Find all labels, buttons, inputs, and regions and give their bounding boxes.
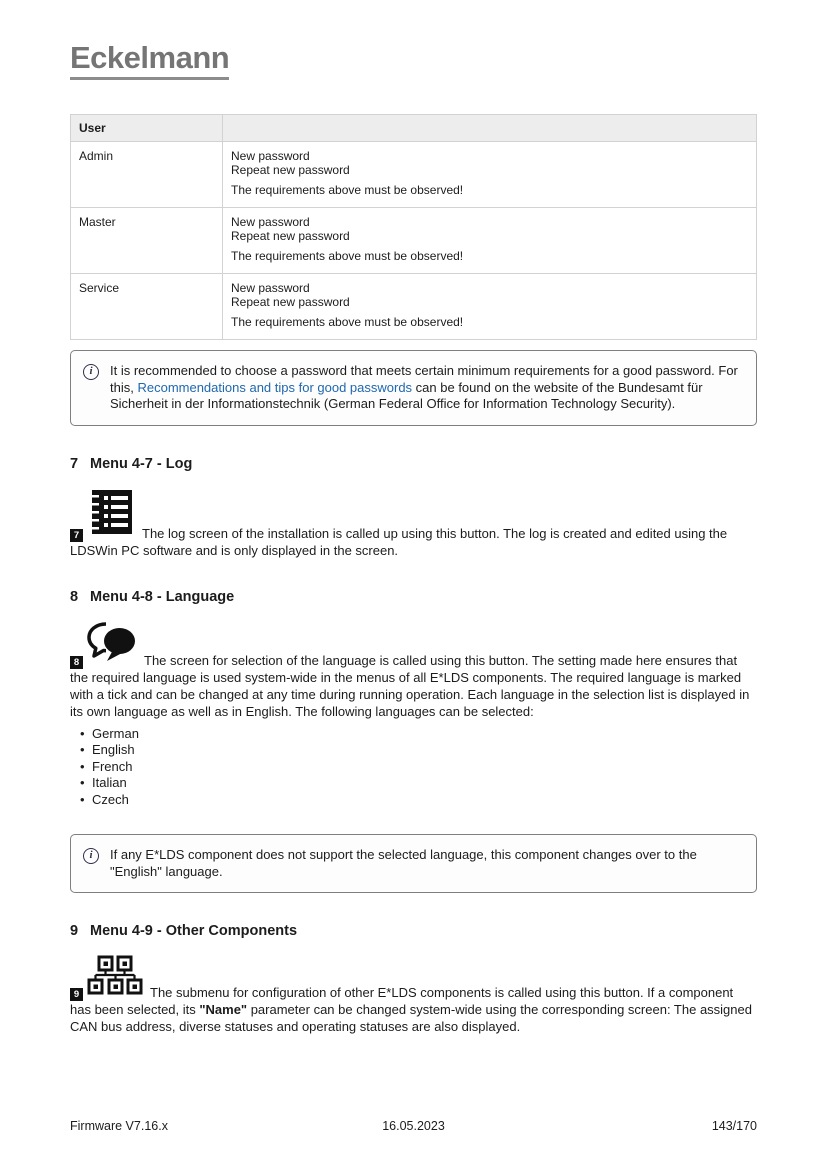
language-info-text: If any E*LDS component does not support the selected language, this component changes over to the "English" language.: [110, 847, 697, 879]
language-info-box: [70, 834, 757, 893]
components-text-before: The submenu for configuration of other E*LDS components is called using this button. If a component has been selected, its: [70, 985, 734, 1017]
components-section-body: [70, 955, 757, 1035]
language-option: Czech: [92, 791, 129, 807]
user-name-cell: Service: [71, 274, 223, 340]
log-notebook-icon: [70, 488, 136, 542]
password-info-text: [110, 363, 744, 413]
repeat-password-label: Repeat new password: [231, 229, 350, 243]
footer-firmware-version: Firmware V7.16.x: [70, 1119, 168, 1133]
list-item: [80, 742, 757, 759]
info-icon: i: [83, 848, 99, 864]
section-heading-log: [70, 456, 757, 472]
password-fields-cell: [223, 274, 757, 340]
section-heading-language: [70, 589, 757, 605]
bullet: •: [80, 758, 85, 774]
user-name-cell: Master: [71, 208, 223, 274]
log-section-text: The log screen of the installation is called up using this button. The log is created and edited using the LDSWin PC software and is only displayed in the screen.: [70, 525, 728, 558]
bullet: •: [80, 775, 85, 790]
language-option: German: [92, 725, 139, 741]
info-text-after: can be found on the website of the Bundesamt für Sicherheit in der Informationstechnik (German Federal Office for Information Technology Security).: [110, 379, 703, 411]
bullet: •: [80, 791, 85, 807]
section-number: 9: [70, 923, 79, 939]
language-option: Italian: [92, 775, 127, 790]
repeat-password-label: Repeat new password: [231, 295, 350, 309]
language-list: [80, 726, 757, 809]
language-section-body: [70, 621, 757, 809]
table-row: [71, 274, 757, 340]
new-password-label: New password: [231, 281, 310, 295]
components-network-icon: [70, 955, 144, 1001]
table-header-user: User: [71, 115, 223, 142]
table-row: [71, 142, 757, 208]
speech-bubbles-icon: [70, 621, 138, 669]
new-password-label: New password: [231, 149, 310, 163]
footer-page-number: 143/170: [711, 1119, 757, 1133]
requirements-note: The requirements above must be observed!: [231, 249, 464, 263]
section-number: 8: [70, 588, 79, 605]
language-option: French: [92, 758, 133, 774]
info-text-before: It is recommended to choose a password that meets certain minimum requirements for a good password. For this,: [110, 363, 738, 395]
new-password-label: New password: [231, 215, 310, 229]
list-item: [80, 759, 757, 776]
page-footer: [70, 1119, 757, 1133]
requirements-note: The requirements above must be observed!: [231, 315, 464, 329]
section-number: 7: [70, 455, 79, 472]
name-parameter-bold: "Name": [199, 1002, 248, 1017]
language-section-text: The screen for selection of the language is called using this button. The setting made here ensures that the required language is used system-wide in the menus of all E*LDS components. The required language is marked with a tick and can be changed at any time during running operation. Each language in the selection list is displayed in its own language as well as in English. The following languages can be selected:: [70, 652, 750, 719]
menu-number-badge: 9: [70, 988, 83, 1001]
footer-date: 16.05.2023: [382, 1119, 445, 1133]
section-title: Menu 4-8 - Language: [90, 588, 235, 605]
user-password-table: [70, 114, 757, 340]
password-fields-cell: [223, 142, 757, 208]
menu-number-badge: 8: [70, 656, 83, 669]
log-section-body: [70, 488, 757, 559]
user-name-cell: Admin: [71, 142, 223, 208]
section-heading-components: [70, 923, 757, 939]
list-item: [80, 775, 757, 792]
password-tips-link[interactable]: Recommendations and tips for good passwords: [137, 379, 413, 395]
eckelmann-logo: Eckelmann: [70, 40, 229, 80]
requirements-note: The requirements above must be observed!: [231, 183, 464, 197]
password-fields-cell: [223, 208, 757, 274]
components-section-text: [70, 985, 752, 1034]
components-text-after: parameter can be changed system-wide using the corresponding screen: The assigned CAN bus address, diverse statuses and operating statuses are also displayed.: [70, 1002, 752, 1034]
section-title: Menu 4-9 - Other Components: [90, 923, 298, 939]
bullet: •: [80, 742, 85, 757]
list-item: [80, 726, 757, 743]
repeat-password-label: Repeat new password: [231, 163, 350, 177]
bullet: •: [80, 725, 85, 741]
menu-number-badge: 7: [70, 529, 83, 542]
section-title: Menu 4-7 - Log: [90, 455, 193, 472]
list-item: [80, 792, 757, 809]
table-row: [71, 208, 757, 274]
table-header-empty: [223, 115, 757, 142]
password-info-box: [70, 350, 757, 426]
language-option: English: [92, 742, 135, 757]
info-icon: i: [83, 364, 99, 380]
table-header-row: [71, 115, 757, 142]
